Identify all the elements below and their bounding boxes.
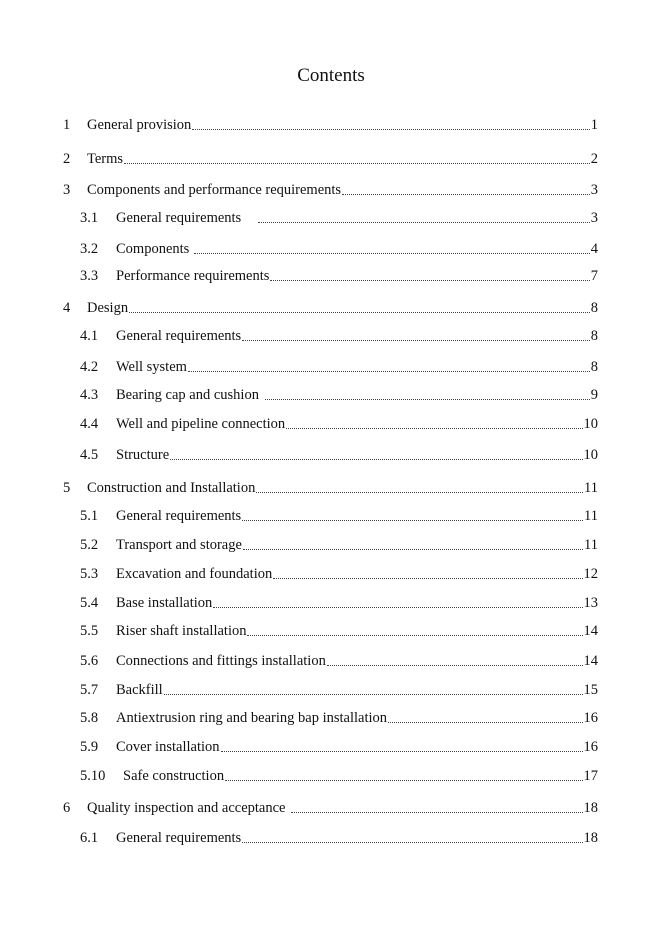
toc-entry-title: General requirements bbox=[116, 830, 242, 846]
toc-entry-3[interactable] bbox=[63, 181, 598, 199]
toc-entry-title: Excavation and foundation bbox=[116, 566, 273, 582]
toc-entry-number: 2 bbox=[63, 151, 71, 167]
toc-entry-title: Transport and storage bbox=[116, 537, 242, 553]
toc-leader-dots bbox=[242, 339, 590, 341]
toc-entry-5-1[interactable] bbox=[80, 507, 598, 525]
toc-entry-number: 3.2 bbox=[80, 241, 99, 257]
toc-entry-title: Structure bbox=[116, 447, 170, 463]
toc-entry-title: General requirements bbox=[116, 508, 242, 524]
toc-entry-5-2[interactable] bbox=[80, 536, 598, 554]
toc-entry-page: 1 bbox=[590, 117, 598, 133]
toc-entry-page: 2 bbox=[590, 151, 598, 167]
toc-entry-page: 17 bbox=[583, 768, 598, 784]
toc-entry-page: 10 bbox=[583, 416, 598, 432]
toc-entry-6-1[interactable] bbox=[80, 829, 598, 847]
toc-entry-3-3[interactable] bbox=[80, 267, 598, 285]
toc-entry-title: Well system bbox=[116, 359, 187, 375]
toc-entry-title: Riser shaft installation bbox=[116, 623, 247, 639]
toc-entry-5-3[interactable] bbox=[80, 565, 598, 583]
toc-entry-page: 18 bbox=[583, 830, 598, 846]
toc-leader-dots bbox=[129, 311, 590, 313]
toc-entry-number: 4.2 bbox=[80, 359, 99, 375]
toc-entry-number: 5.2 bbox=[80, 537, 99, 553]
toc-entry-page: 3 bbox=[590, 210, 598, 226]
toc-entry-number: 4.5 bbox=[80, 447, 99, 463]
toc-entry-title: Safe construction bbox=[123, 768, 225, 784]
toc-leader-dots bbox=[213, 606, 582, 608]
toc-entry-5-9[interactable] bbox=[80, 738, 598, 756]
toc-leader-dots bbox=[327, 664, 583, 666]
toc-leader-dots bbox=[225, 779, 582, 781]
toc-entry-title: Base installation bbox=[116, 595, 213, 611]
toc-entry-number: 6.1 bbox=[80, 830, 99, 846]
toc-entry-title: Backfill bbox=[116, 682, 163, 698]
toc-entry-page: 15 bbox=[583, 682, 598, 698]
toc-entry-number: 3.1 bbox=[80, 210, 99, 226]
toc-entry-page: 9 bbox=[590, 387, 598, 403]
toc-entry-4-1[interactable] bbox=[80, 327, 598, 345]
toc-leader-dots bbox=[188, 370, 590, 372]
toc-entry-3-1[interactable] bbox=[80, 209, 598, 227]
toc-leader-dots bbox=[291, 811, 582, 813]
toc-leader-dots bbox=[342, 193, 590, 195]
toc-entry-page: 12 bbox=[583, 566, 598, 582]
toc-entry-1[interactable] bbox=[63, 116, 598, 134]
toc-entry-page: 14 bbox=[583, 623, 598, 639]
toc-entry-page: 18 bbox=[583, 800, 598, 816]
toc-entry-page: 3 bbox=[590, 182, 598, 198]
toc-leader-dots bbox=[247, 634, 582, 636]
toc-leader-dots bbox=[164, 693, 583, 695]
toc-entry-page: 13 bbox=[583, 595, 598, 611]
toc-leader-dots bbox=[243, 548, 583, 550]
toc-entry-number: 4.4 bbox=[80, 416, 99, 432]
toc-entry-number: 5.3 bbox=[80, 566, 99, 582]
toc-entry-page: 11 bbox=[584, 537, 598, 553]
toc-entry-title: General provision bbox=[87, 117, 192, 133]
toc-entry-number: 5.9 bbox=[80, 739, 99, 755]
toc-entry-title: Connections and fittings installation bbox=[116, 653, 326, 669]
toc-entry-title: Performance requirements bbox=[116, 268, 270, 284]
toc-entry-title: Cover installation bbox=[116, 739, 220, 755]
toc-entry-5-6[interactable] bbox=[80, 652, 598, 670]
toc-entry-5[interactable] bbox=[63, 479, 598, 497]
toc-entry-number: 5.7 bbox=[80, 682, 99, 698]
toc-leader-dots bbox=[388, 721, 582, 723]
toc-entry-number: 5.6 bbox=[80, 653, 99, 669]
toc-entry-page: 4 bbox=[590, 241, 598, 257]
toc-entry-5-10[interactable] bbox=[80, 767, 598, 785]
toc-entry-title: Components and performance requirements bbox=[87, 182, 342, 198]
toc-entry-page: 14 bbox=[583, 653, 598, 669]
page-title: Contents bbox=[297, 65, 365, 86]
toc-entry-page: 16 bbox=[583, 739, 598, 755]
toc-leader-dots bbox=[286, 427, 582, 429]
toc-entry-number: 5.5 bbox=[80, 623, 99, 639]
toc-leader-dots bbox=[192, 128, 589, 130]
toc-entry-6[interactable] bbox=[63, 799, 598, 817]
toc-entry-number: 5.8 bbox=[80, 710, 99, 726]
toc-leader-dots bbox=[258, 221, 590, 223]
toc-leader-dots bbox=[265, 398, 590, 400]
toc-entry-page: 8 bbox=[590, 328, 598, 344]
toc-entry-page: 8 bbox=[590, 359, 598, 375]
toc-entry-number: 4.3 bbox=[80, 387, 99, 403]
toc-leader-dots bbox=[194, 252, 589, 254]
toc-entry-title: General requirements bbox=[116, 328, 242, 344]
toc-entry-title: General requirements bbox=[116, 210, 242, 226]
toc-entry-5-8[interactable] bbox=[80, 709, 598, 727]
toc-entry-title: Well and pipeline connection bbox=[116, 416, 286, 432]
toc-entry-4[interactable] bbox=[63, 299, 598, 317]
toc-entry-4-4[interactable] bbox=[80, 415, 598, 433]
toc-entry-number: 3.3 bbox=[80, 268, 99, 284]
toc-entry-4-3[interactable] bbox=[80, 386, 598, 404]
toc-entry-title: Quality inspection and acceptance bbox=[87, 800, 286, 816]
toc-leader-dots bbox=[242, 519, 583, 521]
toc-entry-title: Construction and Installation bbox=[87, 480, 256, 496]
toc-entry-page: 8 bbox=[590, 300, 598, 316]
toc-entry-number: 4 bbox=[63, 300, 71, 316]
toc-entry-title: Bearing cap and cushion bbox=[116, 387, 259, 403]
toc-leader-dots bbox=[170, 458, 582, 460]
toc-entry-number: 1 bbox=[63, 117, 71, 133]
toc-leader-dots bbox=[124, 162, 590, 164]
toc-leader-dots bbox=[273, 577, 582, 579]
toc-leader-dots bbox=[270, 279, 589, 281]
toc-entry-number: 5 bbox=[63, 480, 71, 496]
toc-leader-dots bbox=[242, 841, 582, 843]
toc-entry-2[interactable] bbox=[63, 150, 598, 168]
toc-entry-5-7[interactable] bbox=[80, 681, 598, 699]
toc-entry-title: Terms bbox=[87, 151, 124, 167]
toc-leader-dots bbox=[256, 491, 583, 493]
toc-entry-title: Components bbox=[116, 241, 190, 257]
toc-entry-number: 6 bbox=[63, 800, 71, 816]
toc-entry-title: Design bbox=[87, 300, 129, 316]
toc-entry-title: Antiextrusion ring and bearing bap installation bbox=[116, 710, 388, 726]
toc-entry-number: 4.1 bbox=[80, 328, 99, 344]
toc-entry-page: 16 bbox=[583, 710, 598, 726]
toc-entry-page: 10 bbox=[583, 447, 598, 463]
toc-entry-3-2[interactable] bbox=[80, 240, 598, 258]
toc-entry-4-5[interactable] bbox=[80, 446, 598, 464]
toc-entry-page: 7 bbox=[590, 268, 598, 284]
toc-entry-page: 11 bbox=[584, 480, 598, 496]
toc-entry-5-4[interactable] bbox=[80, 594, 598, 612]
toc-entry-number: 5.10 bbox=[80, 768, 106, 784]
toc-entry-5-5[interactable] bbox=[80, 622, 598, 640]
toc-leader-dots bbox=[221, 750, 583, 752]
toc-entry-number: 5.4 bbox=[80, 595, 99, 611]
toc-entry-number: 5.1 bbox=[80, 508, 99, 524]
toc-entry-page: 11 bbox=[584, 508, 598, 524]
toc-entry-number: 3 bbox=[63, 182, 71, 198]
toc-entry-4-2[interactable] bbox=[80, 358, 598, 376]
